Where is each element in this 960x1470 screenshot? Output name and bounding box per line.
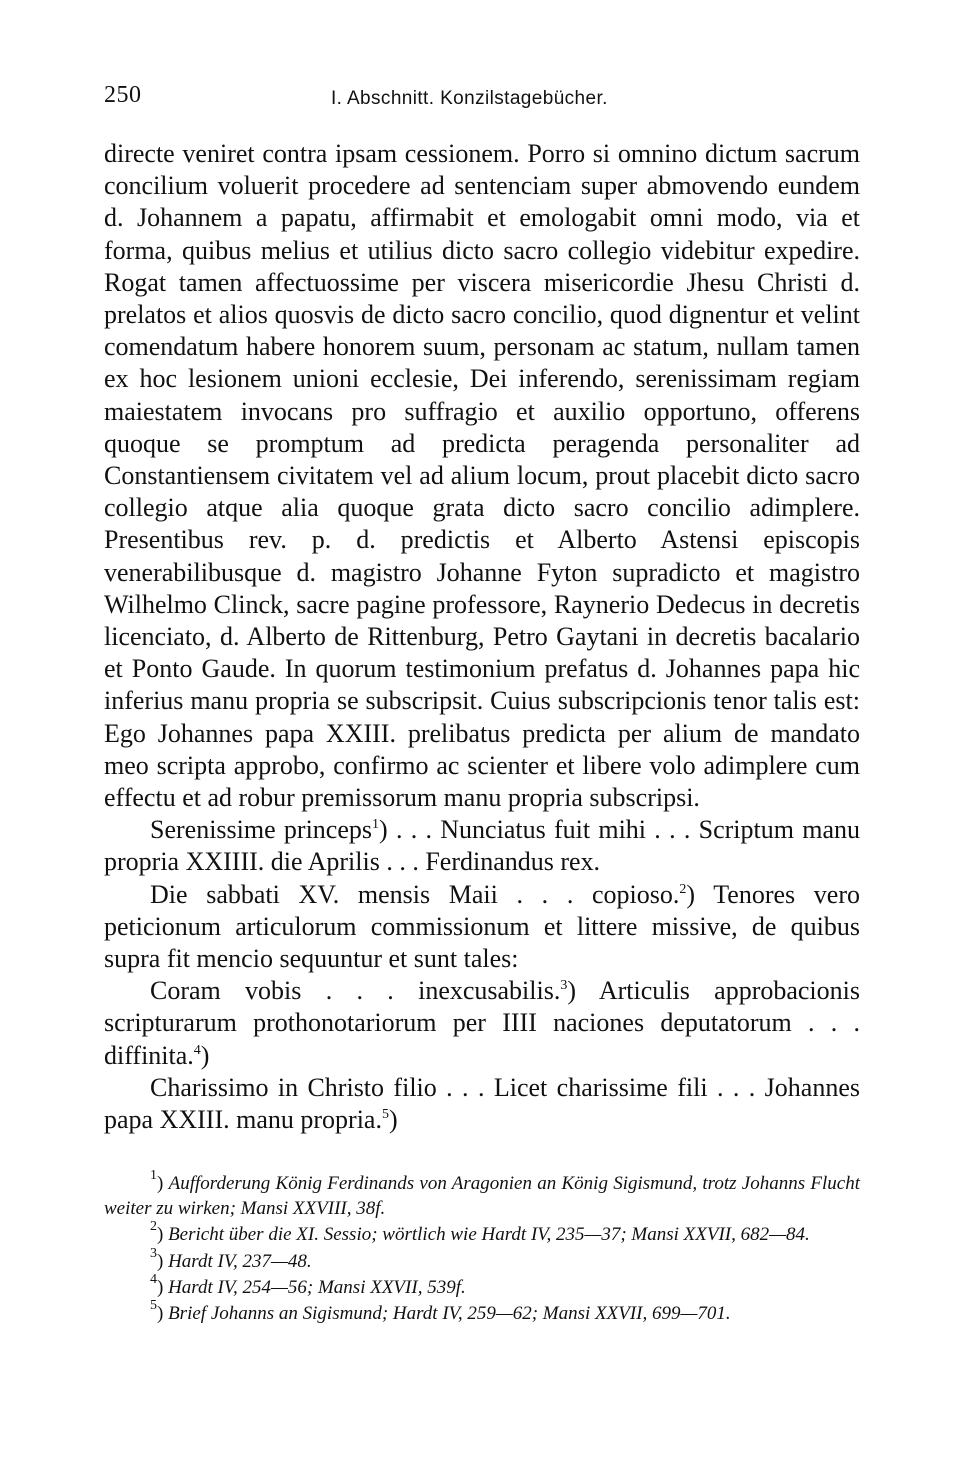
footnote: $^5$) Brief Johanns an Sigismund; Hardt IV, 259—62; Mansi XXVII, 699—701.	[150, 1298, 731, 1325]
footnote-mark: 2	[150, 1219, 157, 1235]
text-segment: Charissimo in Christo filio . . . Licet charissime fili . . . Johannes papa XXIII. manu propria.	[104, 1072, 860, 1135]
footnote-ref: 5	[381, 1107, 389, 1123]
footnote-text: Aufforderung König Ferdinands von Aragonien an König Sigismund, trotz Johanns Flucht weiter zu wirken; Mansi XXVIII, 38f.	[104, 1173, 860, 1219]
text-segment: )	[200, 1040, 210, 1070]
page-number: 250	[104, 82, 142, 108]
text-segment: )	[388, 1105, 398, 1135]
paragraph-coram-vobis	[104, 975, 860, 1072]
footnote-text: Bericht über die XI. Sessio; wörtlich wie Hardt IV, 235—37; Mansi XXVII, 682—84.	[168, 1224, 810, 1246]
footnote-mark: 5	[150, 1298, 157, 1314]
footnote-text: Hardt IV, 237—48.	[168, 1250, 312, 1272]
footnote: $^3$) Hardt IV, 237—48.	[150, 1245, 312, 1272]
page-header	[104, 82, 860, 122]
running-head: I. Abschnitt. Konzilstagebücher.	[331, 88, 608, 109]
footnote-ref: 2	[679, 881, 687, 897]
footnote: $^1$) Aufforderung König Ferdinands von Aragonien an König Sigismund, trotz Johanns Flucht weiter zu wirken; Mansi XXVIII, 38f.	[104, 1168, 860, 1219]
footnote-text: Hardt IV, 254—56; Mansi XXVII, 539f.	[168, 1276, 466, 1298]
footnote-mark: 3	[150, 1245, 157, 1261]
footnote-ref: 4	[193, 1042, 201, 1058]
text-segment: Serenissime princeps	[150, 815, 373, 845]
book-page	[104, 82, 860, 1329]
paragraph-die-sabbati	[104, 879, 860, 976]
footnote-text: Brief Johanns an Sigismund; Hardt IV, 259—62; Mansi XXVII, 699—701.	[168, 1303, 731, 1325]
text-segment: ) Tenores vero peticionum articulorum commissionum et littere missive, de quibus supra fit mencio sequuntur et sunt tales:	[104, 879, 861, 974]
footnote-mark: 4	[150, 1272, 157, 1288]
footnote: $^4$) Hardt IV, 254—56; Mansi XXVII, 539f.	[150, 1272, 466, 1298]
text-segment: ) Articulis approbacionis scripturarum prothonotariorum per IIII naciones deputatorum . . . diffinita.	[104, 976, 860, 1070]
main-text	[104, 138, 860, 1136]
footnote-ref: 3	[560, 978, 568, 994]
footnote-mark: 1	[150, 1168, 157, 1184]
text-segment: Coram vobis . . . inexcusabilis.	[150, 976, 561, 1006]
footnote-ref: 1	[372, 817, 380, 833]
paragraph-document-text: directe veniret contra ipsam cessionem. Porro si omnino dictum sacrum concilium voluerit procedere ad sentenciam super abmovendo eundem d. Johannem a papatu, affirmabit et emologabit omni modo, via et forma, quibus melius et utilius dicto sacro collegio videbitur expedire. Rogat tamen affectuossime per viscera misericordie Jhesu Christi d. prelatos et alios quosvis de dicto sacro concilio, quod dignentur et velint comendatum habere honorem suum, personam ac statum, nullam tamen ex hoc lesionem unioni ecclesie, Dei inferendo, serenissimam regiam maiestatem invocans pro suffragio et auxilio opportuno, offerens quoque se promptum ad predicta peragenda personaliter ad Constantiensem civitatem vel ad alium locum, prout placebit dicto sacro collegio atque alia quoque grata dicto sacro concilio adimplere. Presentibus rev. p. d. predictis et Alberto Astensi episcopis venerabilibusque d. magistro Johanne Fyton supradicto et magistro Wilhelmo Clinck, sacre pagine professore, Raynerio Dedecus in decretis licenciato, d. Alberto de Rittenburg, Petro Gaytani in decretis bacalario et Ponto Gaude. In quorum testimonium prefatus d. Johannes papa hic inferius manu propria se subscripsit. Cuius subscripcionis tenor talis est: Ego Johannes papa XXIII. prelibatus predicta per alium de mandato meo scripta approbo, confirmo ac scienter et libere volo adimplere cum effectu et ad robur premissorum manu propria subscripsi.	[104, 139, 860, 813]
footnotes	[104, 1168, 860, 1326]
footnote: $^2$) Bericht über die XI. Sessio; wörtlich wie Hardt IV, 235—37; Mansi XXVII, 682—84.	[150, 1219, 810, 1246]
paragraph-charissimo	[104, 1072, 860, 1136]
text-segment: Die sabbati XV. mensis Maii . . . copioso.	[150, 879, 680, 909]
paragraph-letter-serenissime	[104, 814, 860, 878]
text-segment: ) . . . Nunciatus fuit mihi . . . Scriptum manu propria XXIIII. die Aprilis . . . Ferdinandus rex.	[104, 815, 861, 877]
